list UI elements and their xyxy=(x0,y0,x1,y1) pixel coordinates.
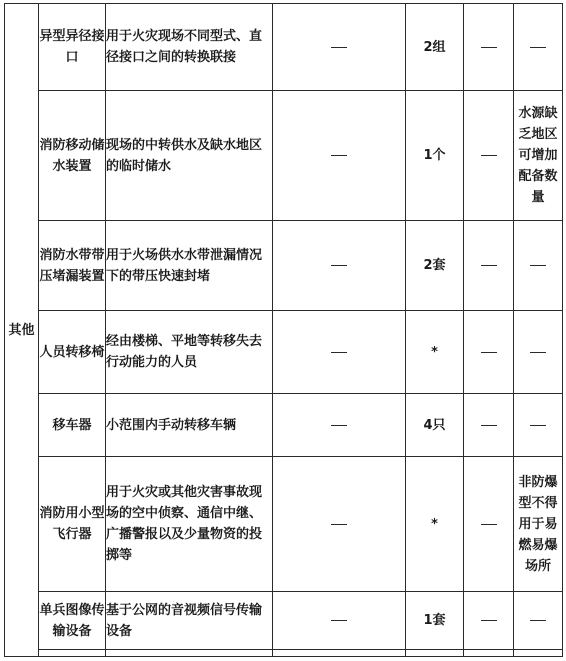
dash-mark xyxy=(331,620,347,621)
qty-cell: 2套 xyxy=(406,221,464,311)
dash-mark xyxy=(331,155,347,156)
dash-mark xyxy=(331,352,347,353)
empty-cell xyxy=(106,650,273,657)
item-name-cell: 单兵图像传输设备 xyxy=(39,592,106,650)
dash-mark xyxy=(530,265,546,266)
qty-cell: 1个 xyxy=(406,91,464,221)
qty-cell: * xyxy=(406,457,464,592)
dash-mark xyxy=(530,47,546,48)
dash-mark xyxy=(481,47,497,48)
qty-cell: 1套 xyxy=(406,592,464,650)
note-cell: 水源缺乏地区可增加配备数量 xyxy=(514,91,563,221)
dash-mark xyxy=(530,620,546,621)
table-row xyxy=(5,311,563,394)
item-desc-cell: 经由楼梯、平地等转移失去行动能力的人员 xyxy=(106,311,273,394)
note-cell: 非防爆型不得用于易燃易爆场所 xyxy=(514,457,563,592)
item-name-cell: 异型异径接口 xyxy=(39,4,106,91)
table-row xyxy=(5,592,563,650)
dash-cell xyxy=(464,394,514,457)
category-cell: 其他 xyxy=(5,4,39,657)
empty-cell xyxy=(39,650,106,657)
dash-mark xyxy=(331,47,347,48)
dash-mark xyxy=(481,620,497,621)
dash-cell xyxy=(273,221,406,311)
dash-mark xyxy=(481,265,497,266)
item-name-cell: 消防用小型飞行器 xyxy=(39,457,106,592)
dash-cell xyxy=(464,311,514,394)
table-body xyxy=(5,4,563,657)
dash-mark xyxy=(481,155,497,156)
dash-cell xyxy=(273,592,406,650)
dash-cell xyxy=(464,221,514,311)
table-row xyxy=(5,457,563,592)
dash-cell xyxy=(273,457,406,592)
item-name-cell: 消防水带带压堵漏装置 xyxy=(39,221,106,311)
dash-mark xyxy=(481,524,497,525)
item-name-cell: 移车器 xyxy=(39,394,106,457)
dash-cell xyxy=(273,311,406,394)
dash-cell xyxy=(273,4,406,91)
qty-cell: 4只 xyxy=(406,394,464,457)
note-cell xyxy=(514,4,563,91)
dash-cell xyxy=(464,91,514,221)
dash-cell xyxy=(464,457,514,592)
dash-mark xyxy=(481,352,497,353)
table-row xyxy=(5,4,563,91)
item-desc-cell: 用于火灾现场不同型式、直径接口之间的转换联接 xyxy=(106,4,273,91)
table-row xyxy=(5,91,563,221)
table-row xyxy=(5,394,563,457)
item-desc-cell: 小范围内手动转移车辆 xyxy=(106,394,273,457)
item-name-cell: 人员转移椅 xyxy=(39,311,106,394)
note-cell xyxy=(514,394,563,457)
dash-mark xyxy=(481,425,497,426)
table-row xyxy=(5,221,563,311)
dash-mark xyxy=(530,352,546,353)
note-cell xyxy=(514,221,563,311)
item-desc-cell: 基于公网的音视频信号传输设备 xyxy=(106,592,273,650)
dash-mark xyxy=(331,524,347,525)
equipment-table xyxy=(4,3,563,657)
qty-cell: 2组 xyxy=(406,4,464,91)
dash-cell xyxy=(464,4,514,91)
dash-mark xyxy=(331,265,347,266)
empty-cell xyxy=(464,650,514,657)
dash-cell xyxy=(273,394,406,457)
item-desc-cell: 用于火场供水水带泄漏情况下的带压快速封堵 xyxy=(106,221,273,311)
item-desc-cell: 现场的中转供水及缺水地区的临时储水 xyxy=(106,91,273,221)
dash-mark xyxy=(331,425,347,426)
note-cell xyxy=(514,592,563,650)
item-desc-cell: 用于火灾或其他灾害事故现场的空中侦察、通信中继、广播警报以及少量物资的投掷等 xyxy=(106,457,273,592)
note-cell xyxy=(514,311,563,394)
empty-cell xyxy=(514,650,563,657)
qty-cell: * xyxy=(406,311,464,394)
dash-cell xyxy=(273,91,406,221)
empty-cell xyxy=(273,650,406,657)
table-row-continued xyxy=(5,650,563,657)
item-name-cell: 消防移动储水装置 xyxy=(39,91,106,221)
empty-cell xyxy=(406,650,464,657)
dash-mark xyxy=(530,425,546,426)
dash-cell xyxy=(464,592,514,650)
